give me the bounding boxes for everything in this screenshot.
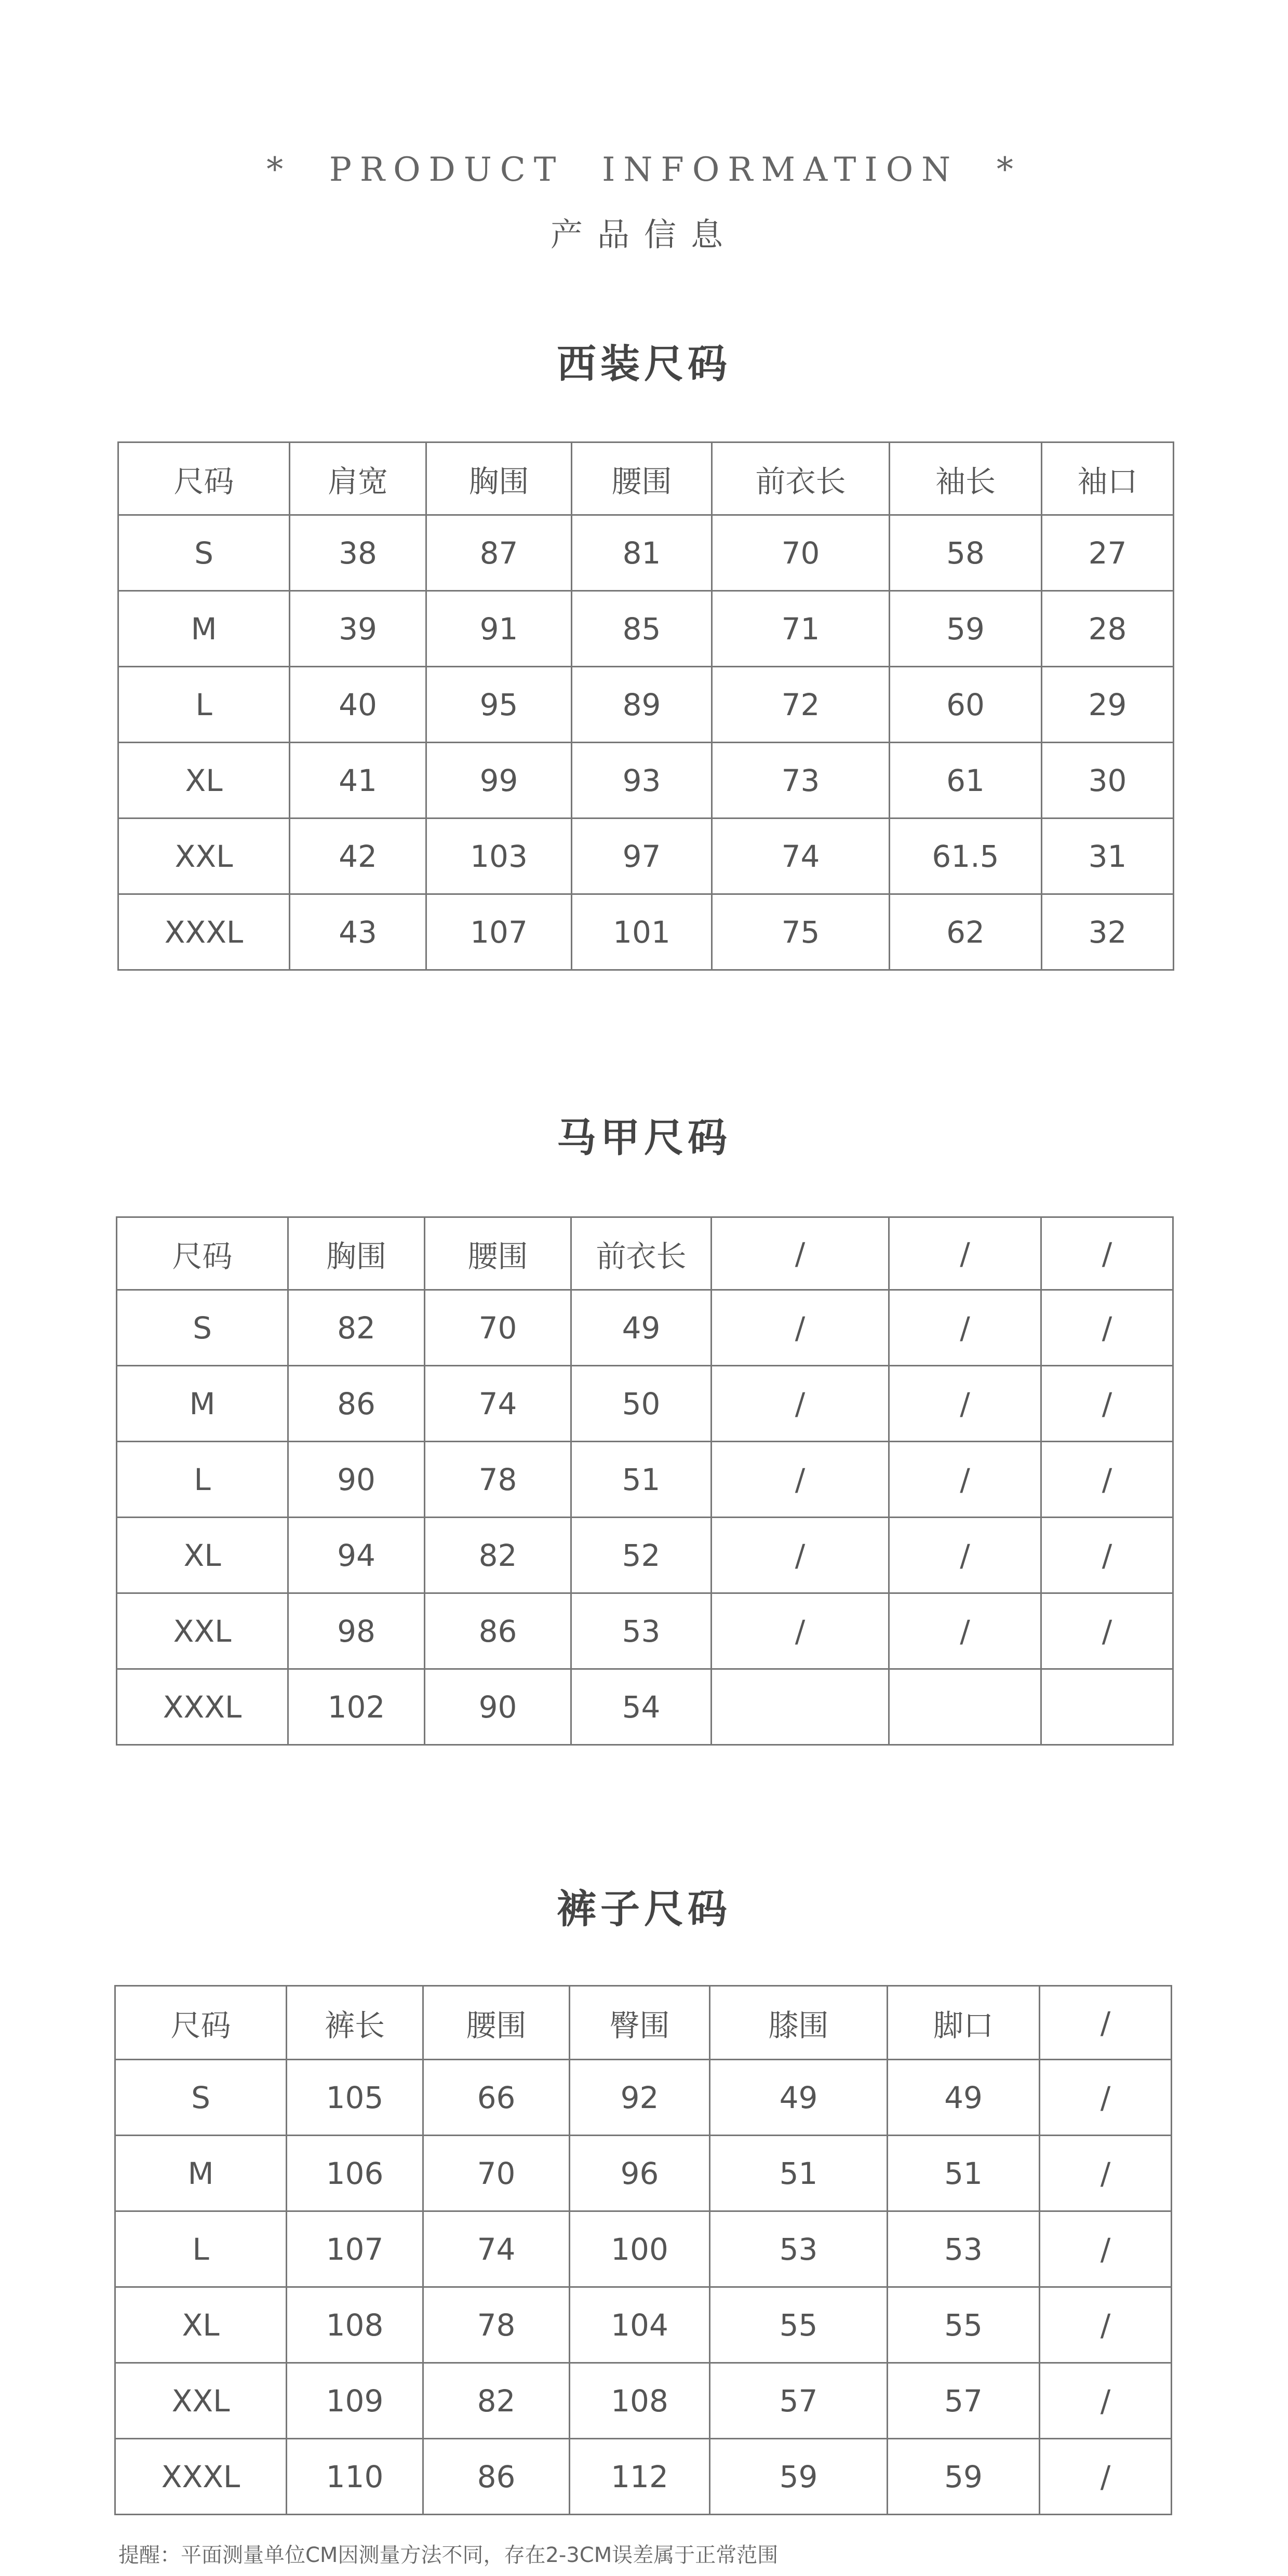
value-cell: 71 [712,591,890,667]
header-cell: / [1041,1217,1173,1290]
value-cell: 103 [426,819,572,894]
suit-size-title: 西装尺码 [557,341,731,387]
header-cell: 膝围 [710,1986,888,2060]
table-row [117,1518,1173,1593]
table-row [117,1290,1173,1366]
value-cell: / [889,1593,1041,1669]
header-cell: / [1040,1986,1172,2060]
value-cell: / [712,1518,889,1593]
table-row [115,2060,1172,2136]
value-cell: 30 [1042,743,1174,819]
value-cell: 81 [572,515,712,591]
size-cell: M [115,2136,287,2211]
size-cell: L [117,1442,288,1518]
header-cell: 尺码 [115,1986,287,2060]
size-cell: M [117,1366,288,1442]
value-cell: / [1040,2363,1172,2439]
size-cell: S [117,1290,288,1366]
header-row [117,1217,1173,1290]
value-cell: 59 [890,591,1042,667]
measurement-note: 提醒：平面测量单位CM因测量方法不同，存在2-3CM误差属于正常范围 [118,2543,779,2567]
value-cell: 61.5 [890,819,1042,894]
value-cell: 57 [710,2363,888,2439]
value-cell: 98 [288,1593,425,1669]
value-cell: 38 [290,515,426,591]
value-cell: 74 [425,1366,571,1442]
header-row [118,442,1174,515]
table-row [118,819,1174,894]
vest-size-table [116,1216,1174,1746]
value-cell: 59 [888,2439,1040,2515]
size-cell: S [118,515,290,591]
table-row [117,1366,1173,1442]
table-row [115,2287,1172,2363]
value-cell: 110 [287,2439,423,2515]
table-row [117,1442,1173,1518]
size-cell: L [115,2211,287,2287]
value-cell: 109 [287,2363,423,2439]
size-cell: XL [118,743,290,819]
value-cell: 49 [888,2060,1040,2136]
header-row [115,1986,1172,2060]
value-cell: 108 [570,2363,710,2439]
value-cell: 59 [710,2439,888,2515]
value-cell: 82 [288,1290,425,1366]
value-cell: 41 [290,743,426,819]
value-cell: 32 [1042,894,1174,970]
value-cell: 93 [572,743,712,819]
value-cell: 73 [712,743,890,819]
table-row [115,2439,1172,2515]
value-cell: 95 [426,667,572,743]
header-cell: 袖口 [1042,442,1174,515]
value-cell: 75 [712,894,890,970]
value-cell: 61 [890,743,1042,819]
value-cell: 39 [290,591,426,667]
value-cell: 91 [426,591,572,667]
value-cell: 58 [890,515,1042,591]
value-cell: 78 [425,1442,571,1518]
value-cell: 107 [287,2211,423,2287]
value-cell: 90 [288,1442,425,1518]
size-cell: M [118,591,290,667]
value-cell: 82 [425,1518,571,1593]
value-cell: 43 [290,894,426,970]
value-cell [712,1669,889,1745]
value-cell: 40 [290,667,426,743]
header-cell: / [712,1217,889,1290]
table-row [115,2211,1172,2287]
size-cell: XXL [115,2363,287,2439]
value-cell: / [1041,1442,1173,1518]
value-cell: / [712,1290,889,1366]
value-cell: 85 [572,591,712,667]
size-cell: XXXL [117,1669,288,1745]
value-cell: 86 [423,2439,570,2515]
table-row [118,667,1174,743]
value-cell: 70 [423,2136,570,2211]
size-cell: L [118,667,290,743]
value-cell: 105 [287,2060,423,2136]
value-cell: / [889,1518,1041,1593]
value-cell: 108 [287,2287,423,2363]
table-row [118,743,1174,819]
value-cell: 66 [423,2060,570,2136]
value-cell [1041,1669,1173,1745]
value-cell: 97 [572,819,712,894]
value-cell: / [1041,1518,1173,1593]
value-cell: 100 [570,2211,710,2287]
vest-size-title: 马甲尺码 [557,1115,731,1161]
table-row [118,591,1174,667]
value-cell: / [1041,1366,1173,1442]
value-cell: 72 [712,667,890,743]
value-cell: 55 [888,2287,1040,2363]
suit-size-table [117,441,1174,971]
header-cell: / [889,1217,1041,1290]
value-cell: / [1041,1290,1173,1366]
value-cell: 53 [710,2211,888,2287]
size-cell: XXXL [118,894,290,970]
size-cell: XXL [117,1593,288,1669]
value-cell: / [1040,2211,1172,2287]
table-row [115,2136,1172,2211]
value-cell [889,1669,1041,1745]
value-cell: 112 [570,2439,710,2515]
value-cell: / [712,1366,889,1442]
header-cell: 腰围 [572,442,712,515]
value-cell: 70 [712,515,890,591]
table-row [117,1593,1173,1669]
value-cell: 57 [888,2363,1040,2439]
value-cell: / [1041,1593,1173,1669]
value-cell: 74 [712,819,890,894]
value-cell: 89 [572,667,712,743]
value-cell: 102 [288,1669,425,1745]
header-cell: 裤长 [287,1986,423,2060]
header-cell: 前衣长 [571,1217,712,1290]
value-cell: 86 [425,1593,571,1669]
size-cell: S [115,2060,287,2136]
pants-size-title: 裤子尺码 [557,1886,731,1932]
header-cell: 胸围 [426,442,572,515]
value-cell: 50 [571,1366,712,1442]
value-cell: 96 [570,2136,710,2211]
value-cell: 90 [425,1669,571,1745]
value-cell: 28 [1042,591,1174,667]
header-cell: 臀围 [570,1986,710,2060]
value-cell: 86 [288,1366,425,1442]
value-cell: 62 [890,894,1042,970]
header-cell: 肩宽 [290,442,426,515]
header-cell: 腰围 [423,1986,570,2060]
value-cell: 49 [710,2060,888,2136]
value-cell: 51 [571,1442,712,1518]
table-row [118,894,1174,970]
value-cell: 60 [890,667,1042,743]
header-cell: 尺码 [117,1217,288,1290]
value-cell: / [712,1442,889,1518]
value-cell: 31 [1042,819,1174,894]
value-cell: 52 [571,1518,712,1593]
header-title-en: * PRODUCT INFORMATION * [266,151,1022,189]
size-cell: XL [117,1518,288,1593]
value-cell: 42 [290,819,426,894]
size-cell: XXL [118,819,290,894]
size-cell: XXXL [115,2439,287,2515]
table-row [115,2363,1172,2439]
value-cell: 54 [571,1669,712,1745]
header-cell: 前衣长 [712,442,890,515]
value-cell: / [889,1366,1041,1442]
value-cell: 70 [425,1290,571,1366]
value-cell: 107 [426,894,572,970]
pants-size-table [114,1985,1172,2515]
table-row [118,515,1174,591]
header-cell: 腰围 [425,1217,571,1290]
header-cell: 脚口 [888,1986,1040,2060]
value-cell: 29 [1042,667,1174,743]
value-cell: 51 [710,2136,888,2211]
header-cell: 袖长 [890,442,1042,515]
value-cell: 53 [571,1593,712,1669]
value-cell: 106 [287,2136,423,2211]
value-cell: / [1040,2060,1172,2136]
header-cell: 胸围 [288,1217,425,1290]
value-cell: 55 [710,2287,888,2363]
table-row [117,1669,1173,1745]
value-cell: / [889,1290,1041,1366]
value-cell: / [1040,2287,1172,2363]
size-cell: XL [115,2287,287,2363]
header-title-cn: 产品信息 [550,216,737,253]
value-cell: 78 [423,2287,570,2363]
value-cell: / [712,1593,889,1669]
value-cell: / [1040,2439,1172,2515]
value-cell: 27 [1042,515,1174,591]
header-cell: 尺码 [118,442,290,515]
value-cell: 104 [570,2287,710,2363]
value-cell: / [1040,2136,1172,2211]
value-cell: 99 [426,743,572,819]
value-cell: 51 [888,2136,1040,2211]
value-cell: 101 [572,894,712,970]
value-cell: 53 [888,2211,1040,2287]
value-cell: 94 [288,1518,425,1593]
value-cell: 49 [571,1290,712,1366]
value-cell: 74 [423,2211,570,2287]
value-cell: / [889,1442,1041,1518]
value-cell: 82 [423,2363,570,2439]
value-cell: 92 [570,2060,710,2136]
value-cell: 87 [426,515,572,591]
